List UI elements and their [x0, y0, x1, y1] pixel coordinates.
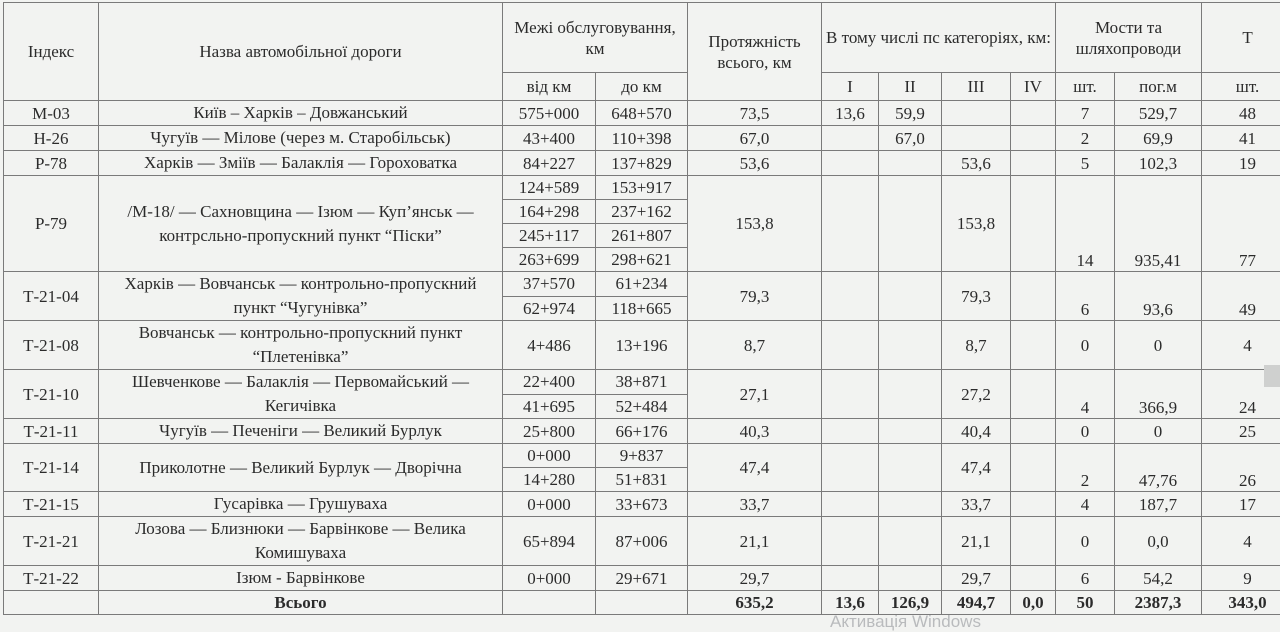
road-index: Н-26 [4, 126, 99, 151]
totals-cat-3: 494,7 [942, 591, 1011, 615]
bridges-length: 102,3 [1115, 151, 1202, 176]
road-rows [4, 101, 1280, 591]
table-row [4, 321, 1280, 370]
category-4 [1011, 492, 1056, 517]
category-1 [822, 272, 879, 321]
road-register-table [3, 2, 1280, 615]
from-km: 164+298 [503, 200, 596, 224]
table-row [4, 370, 1280, 395]
totals-cat-1: 13,6 [822, 591, 879, 615]
totals-length: 635,2 [688, 591, 822, 615]
road-name: /М-18/ — Сахновщина — Ізюм — Куп’янськ — контрсльно-пропускний пункт “Піски” [99, 176, 503, 272]
category-2: 59,9 [879, 101, 942, 126]
category-2 [879, 151, 942, 176]
road-name: Харків — Зміїв — Балаклія — Гороховатка [99, 151, 503, 176]
header-next-units: шт. [1202, 73, 1280, 101]
to-km: 118+665 [596, 296, 688, 321]
to-km: 52+484 [596, 394, 688, 419]
category-4 [1011, 151, 1056, 176]
bridges-length: 366,9 [1115, 370, 1202, 419]
category-2 [879, 321, 942, 370]
category-1 [822, 151, 879, 176]
next-count: 24 [1202, 370, 1280, 419]
header-bridges-units: шт. [1056, 73, 1115, 101]
bridges-count: 0 [1056, 517, 1115, 566]
length-total: 53,6 [688, 151, 822, 176]
to-km: 137+829 [596, 151, 688, 176]
bridges-length: 935,41 [1115, 176, 1202, 272]
from-km: 245+117 [503, 224, 596, 248]
from-km: 0+000 [503, 566, 596, 591]
header-cat-1: I [822, 73, 879, 101]
next-count: 77 [1202, 176, 1280, 272]
category-1 [822, 176, 879, 272]
bridges-length: 0 [1115, 419, 1202, 444]
next-count: 49 [1202, 272, 1280, 321]
length-total: 8,7 [688, 321, 822, 370]
category-3 [942, 101, 1011, 126]
road-index: Т-21-22 [4, 566, 99, 591]
bridges-length: 69,9 [1115, 126, 1202, 151]
bridges-length: 529,7 [1115, 101, 1202, 126]
totals-cat-2: 126,9 [879, 591, 942, 615]
to-km: 33+673 [596, 492, 688, 517]
road-name: Вовчанськ — контрольно-пропускний пункт “Плетенівка” [99, 321, 503, 370]
from-km: 25+800 [503, 419, 596, 444]
to-km: 38+871 [596, 370, 688, 395]
next-count: 26 [1202, 444, 1280, 492]
next-count: 4 [1202, 321, 1280, 370]
table-row [4, 492, 1280, 517]
bridges-count: 6 [1056, 566, 1115, 591]
next-count: 9 [1202, 566, 1280, 591]
category-3: 33,7 [942, 492, 1011, 517]
category-2 [879, 419, 942, 444]
bridges-count: 4 [1056, 492, 1115, 517]
road-index: Р-78 [4, 151, 99, 176]
bridges-count: 2 [1056, 444, 1115, 492]
road-index: Т-21-11 [4, 419, 99, 444]
from-km: 43+400 [503, 126, 596, 151]
header-limits: Межі обслуговування, км [503, 3, 688, 73]
from-km: 575+000 [503, 101, 596, 126]
from-km: 22+400 [503, 370, 596, 395]
category-3: 40,4 [942, 419, 1011, 444]
to-km: 13+196 [596, 321, 688, 370]
next-count: 19 [1202, 151, 1280, 176]
totals-label: Всього [99, 591, 503, 615]
to-km: 51+831 [596, 468, 688, 492]
category-4 [1011, 321, 1056, 370]
category-1 [822, 370, 879, 419]
totals-bridges-length: 2387,3 [1115, 591, 1202, 615]
road-index: Т-21-04 [4, 272, 99, 321]
category-1 [822, 126, 879, 151]
road-name: Чугуїв — Печеніги — Великий Бурлук [99, 419, 503, 444]
header-bridges: Мости та шляхопроводи [1056, 3, 1202, 73]
to-km: 237+162 [596, 200, 688, 224]
header-categories: В тому числі пс категоріях, км: [822, 3, 1056, 73]
road-name: Харків — Вовчанськ — контрольно-пропускний пункт “Чугунівка” [99, 272, 503, 321]
category-3: 8,7 [942, 321, 1011, 370]
road-name: Лозова — Близнюки — Барвінкове — Велика Комишуваха [99, 517, 503, 566]
windows-activation-watermark: Активація Windows [830, 612, 981, 632]
table-row [4, 151, 1280, 176]
category-2 [879, 566, 942, 591]
bridges-count: 0 [1056, 419, 1115, 444]
to-km: 9+837 [596, 444, 688, 468]
table-row [4, 272, 1280, 297]
length-total: 33,7 [688, 492, 822, 517]
category-1 [822, 492, 879, 517]
category-2 [879, 444, 942, 492]
road-index: М-03 [4, 101, 99, 126]
category-2 [879, 176, 942, 272]
category-3: 21,1 [942, 517, 1011, 566]
road-name: Київ – Харків – Довжанський [99, 101, 503, 126]
table-row [4, 176, 1280, 200]
category-4 [1011, 419, 1056, 444]
bridges-count: 0 [1056, 321, 1115, 370]
bridges-length: 47,76 [1115, 444, 1202, 492]
to-km: 87+006 [596, 517, 688, 566]
road-index: Р-79 [4, 176, 99, 272]
header-index: Індекс [4, 3, 99, 101]
to-km: 153+917 [596, 176, 688, 200]
from-km: 4+486 [503, 321, 596, 370]
to-km: 66+176 [596, 419, 688, 444]
category-3: 47,4 [942, 444, 1011, 492]
category-4 [1011, 566, 1056, 591]
totals-blank [596, 591, 688, 615]
totals-blank [4, 591, 99, 615]
header-cat-4: IV [1011, 73, 1056, 101]
from-km: 62+974 [503, 296, 596, 321]
category-4 [1011, 370, 1056, 419]
category-1 [822, 321, 879, 370]
length-total: 153,8 [688, 176, 822, 272]
to-km: 261+807 [596, 224, 688, 248]
category-1 [822, 419, 879, 444]
road-name: Ізюм - Барвінкове [99, 566, 503, 591]
category-2 [879, 517, 942, 566]
totals-row [4, 591, 1280, 615]
length-total: 67,0 [688, 126, 822, 151]
header-length-total: Протяжність всього, км [688, 3, 822, 101]
totals-next: 343,0 [1202, 591, 1280, 615]
bridges-length: 93,6 [1115, 272, 1202, 321]
next-count: 41 [1202, 126, 1280, 151]
table-row [4, 101, 1280, 126]
category-3: 53,6 [942, 151, 1011, 176]
category-4 [1011, 444, 1056, 492]
totals-blank [503, 591, 596, 615]
table-row [4, 444, 1280, 468]
header-next: Т [1202, 3, 1280, 73]
bridges-length: 0 [1115, 321, 1202, 370]
bridges-count: 5 [1056, 151, 1115, 176]
category-4 [1011, 126, 1056, 151]
scrollbar-thumb[interactable] [1264, 365, 1280, 387]
category-3: 153,8 [942, 176, 1011, 272]
table-row [4, 566, 1280, 591]
category-1 [822, 444, 879, 492]
table-row [4, 517, 1280, 566]
next-count: 4 [1202, 517, 1280, 566]
from-km: 124+589 [503, 176, 596, 200]
road-index: Т-21-14 [4, 444, 99, 492]
from-km: 65+894 [503, 517, 596, 566]
next-count: 25 [1202, 419, 1280, 444]
bridges-length: 187,7 [1115, 492, 1202, 517]
bridges-length: 0,0 [1115, 517, 1202, 566]
length-total: 40,3 [688, 419, 822, 444]
length-total: 79,3 [688, 272, 822, 321]
header-cat-2: II [879, 73, 942, 101]
category-2: 67,0 [879, 126, 942, 151]
road-name: Чугуїв — Мілове (через м. Старобільськ) [99, 126, 503, 151]
header-from-km: від км [503, 73, 596, 101]
to-km: 648+570 [596, 101, 688, 126]
header-road-name: Назва автомобільної дороги [99, 3, 503, 101]
to-km: 110+398 [596, 126, 688, 151]
totals-cat-4: 0,0 [1011, 591, 1056, 615]
from-km: 14+280 [503, 468, 596, 492]
category-1 [822, 566, 879, 591]
category-2 [879, 492, 942, 517]
to-km: 29+671 [596, 566, 688, 591]
totals-bridges-count: 50 [1056, 591, 1115, 615]
next-count: 17 [1202, 492, 1280, 517]
category-2 [879, 370, 942, 419]
category-4 [1011, 176, 1056, 272]
category-4 [1011, 272, 1056, 321]
bridges-count: 14 [1056, 176, 1115, 272]
from-km: 41+695 [503, 394, 596, 419]
to-km: 298+621 [596, 248, 688, 272]
category-3: 79,3 [942, 272, 1011, 321]
length-total: 27,1 [688, 370, 822, 419]
length-total: 47,4 [688, 444, 822, 492]
category-3: 27,2 [942, 370, 1011, 419]
category-1 [822, 517, 879, 566]
category-3: 29,7 [942, 566, 1011, 591]
bridges-count: 4 [1056, 370, 1115, 419]
length-total: 21,1 [688, 517, 822, 566]
table-row [4, 419, 1280, 444]
from-km: 37+570 [503, 272, 596, 297]
header-cat-3: III [942, 73, 1011, 101]
to-km: 61+234 [596, 272, 688, 297]
category-1: 13,6 [822, 101, 879, 126]
road-index: Т-21-15 [4, 492, 99, 517]
length-total: 73,5 [688, 101, 822, 126]
from-km: 0+000 [503, 492, 596, 517]
road-name: Гусарівка — Грушуваха [99, 492, 503, 517]
header-bridges-length: пог.м [1115, 73, 1202, 101]
next-count: 48 [1202, 101, 1280, 126]
header-to-km: до км [596, 73, 688, 101]
road-name: Шевченкове — Балаклія — Первомайський — Кегичівка [99, 370, 503, 419]
category-2 [879, 272, 942, 321]
road-name: Приколотне — Великий Бурлук — Дворічна [99, 444, 503, 492]
road-index: Т-21-21 [4, 517, 99, 566]
bridges-count: 7 [1056, 101, 1115, 126]
bridges-count: 2 [1056, 126, 1115, 151]
from-km: 263+699 [503, 248, 596, 272]
road-index: Т-21-08 [4, 321, 99, 370]
road-index: Т-21-10 [4, 370, 99, 419]
bridges-length: 54,2 [1115, 566, 1202, 591]
length-total: 29,7 [688, 566, 822, 591]
bridges-count: 6 [1056, 272, 1115, 321]
from-km: 84+227 [503, 151, 596, 176]
category-4 [1011, 101, 1056, 126]
category-4 [1011, 517, 1056, 566]
category-3 [942, 126, 1011, 151]
from-km: 0+000 [503, 444, 596, 468]
table-row [4, 126, 1280, 151]
